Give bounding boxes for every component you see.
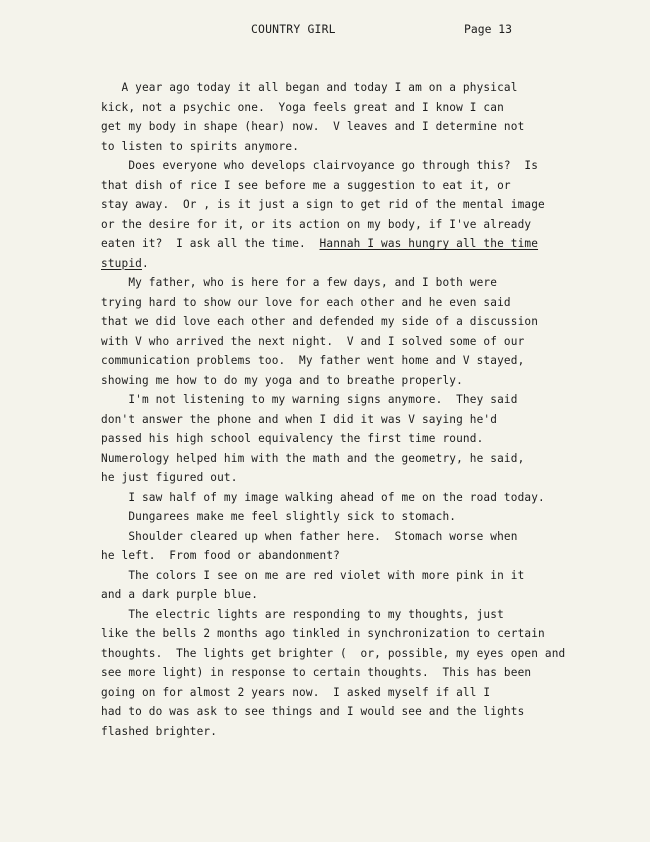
line-text: Does everyone who develops clairvoyance go through this? Is — [101, 159, 539, 172]
text-line — [101, 624, 631, 644]
line-trailing-text: . — [141, 256, 149, 270]
line-text: Dungarees make me feel slightly sick to stomach. — [101, 510, 457, 523]
text-line — [101, 293, 631, 313]
page-body-text — [101, 78, 631, 741]
line-text: My father, who is here for a few days, and I both were — [101, 276, 498, 289]
line-text: The colors I see on me are red violet with more pink in it — [101, 568, 525, 582]
text-line — [101, 117, 631, 137]
text-line — [101, 176, 631, 196]
line-text: stay away. Or , is it just a sign to get rid of the mental image — [101, 198, 545, 211]
text-line — [101, 566, 631, 586]
text-line — [101, 702, 631, 722]
text-line — [101, 429, 631, 449]
line-text: Shoulder cleared up when father here. Stomach worse when — [101, 529, 518, 543]
text-line — [101, 410, 631, 430]
line-text: communication problems too. My father went home and V stayed, — [101, 354, 525, 367]
text-line — [101, 585, 631, 605]
text-line — [101, 507, 631, 527]
line-text: to listen to spirits anymore. — [101, 139, 300, 153]
line-text: I'm not listening to my warning signs anymore. They said — [101, 393, 518, 406]
text-line — [101, 683, 631, 703]
underlined-text: Hannah I was hungry all the time — [319, 237, 539, 250]
line-text: or the desire for it, or its action on my body, if I've already — [101, 217, 532, 231]
text-line — [101, 234, 631, 254]
line-text: get my body in shape (hear) now. V leaves and I determine not — [101, 120, 525, 133]
line-text: and a dark purple blue. — [101, 588, 259, 601]
line-text: showing me how to do my yoga and to breathe properly. — [101, 373, 463, 387]
line-text: that we did love each other and defended my side of a discussion — [101, 315, 539, 328]
text-line — [101, 273, 631, 293]
text-line — [101, 605, 631, 625]
text-line — [101, 312, 631, 332]
text-line — [101, 351, 631, 371]
line-text: trying hard to show our love for each other and he even said — [101, 295, 511, 309]
text-line — [101, 254, 631, 274]
text-line — [101, 390, 631, 410]
line-text: The electric lights are responding to my thoughts, just — [101, 607, 504, 621]
line-text: I saw half of my image walking ahead of me on the road today. — [101, 490, 545, 504]
line-text: that dish of rice I see before me a suggestion to eat it, or — [101, 178, 511, 192]
header-title: COUNTRY GIRL — [251, 22, 336, 36]
text-line — [101, 98, 631, 118]
line-text: thoughts. The lights get brighter ( or, possible, my eyes open and — [101, 646, 566, 660]
text-line — [101, 468, 631, 488]
line-text: like the bells 2 months ago tinkled in synchronization to certain — [101, 627, 545, 640]
text-line — [101, 215, 631, 235]
text-line — [101, 663, 631, 683]
text-line — [101, 644, 631, 664]
underlined-text: stupid — [101, 256, 142, 270]
line-text: eaten it? I ask all the time. — [101, 237, 320, 250]
text-line — [101, 488, 631, 508]
text-line — [101, 527, 631, 547]
text-line — [101, 449, 631, 469]
line-text: he just figured out. — [101, 471, 238, 484]
line-text: flashed brighter. — [101, 724, 218, 738]
line-text: don't answer the phone and when I did it was V saying he'd — [101, 412, 498, 426]
text-line — [101, 137, 631, 157]
line-text: had to do was ask to see things and I would see and the lights — [101, 705, 525, 718]
line-text: he left. From food or abandonment? — [101, 549, 341, 562]
line-text: passed his high school equivalency the first time round. — [101, 432, 484, 445]
line-text: kick, not a psychic one. Yoga feels great and I know I can — [101, 100, 504, 114]
line-text: Numerology helped him with the math and the geometry, he said, — [101, 451, 525, 465]
text-line — [101, 156, 631, 176]
text-line — [101, 195, 631, 215]
line-text: with V who arrived the next night. V and I solved some of our — [101, 334, 525, 348]
text-line — [101, 332, 631, 352]
text-line — [101, 722, 631, 742]
line-text: going on for almost 2 years now. I asked myself if all I — [101, 685, 491, 699]
text-line — [101, 546, 631, 566]
line-text: A year ago today it all began and today I am on a physical — [101, 81, 518, 94]
page-number: Page 13 — [464, 22, 513, 36]
line-text: see more light) in response to certain thoughts. This has been — [101, 666, 532, 679]
text-line — [101, 371, 631, 391]
text-line — [101, 78, 631, 98]
